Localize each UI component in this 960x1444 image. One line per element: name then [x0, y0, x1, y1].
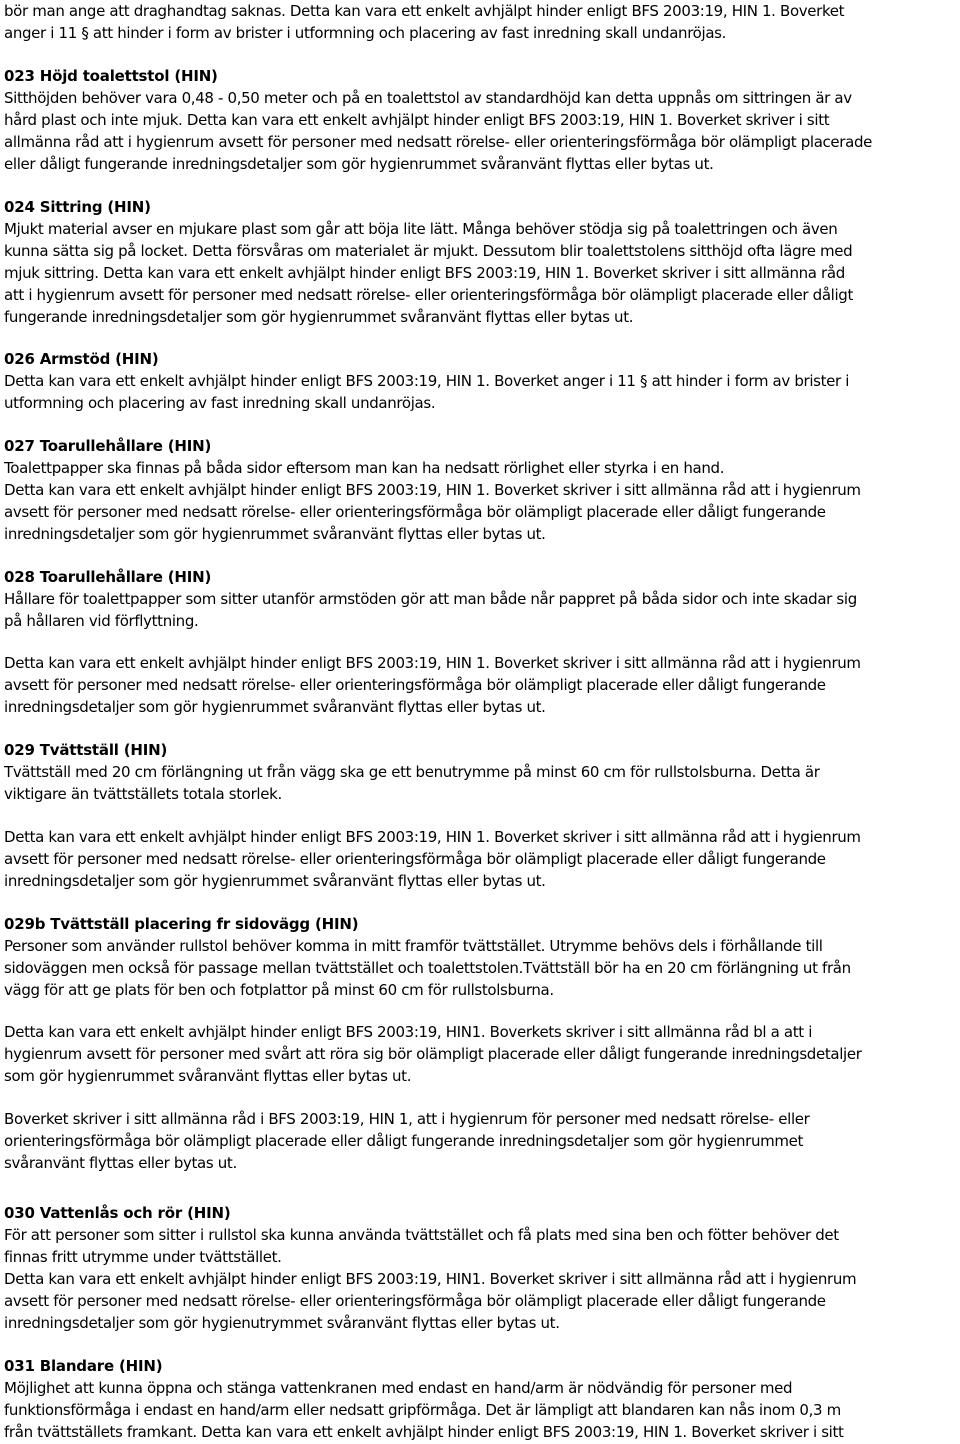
paragraph-line: avsett för personer med nedsatt rörelse- eller orienteringsförmåga bör olämpligt placerade eller dåligt fungerande [4, 503, 826, 521]
paragraph-line: hård plast och inte mjuk. Detta kan vara ett enkelt avhjälpt hinder enligt BFS 2003:19, HIN 1. Boverket skriver i sitt [4, 111, 830, 129]
paragraph-line: allmänna råd att i hygienrum avsett för personer med nedsatt rörelse- eller orienteringsförmåga bör olämpligt placerade [4, 133, 873, 151]
paragraph-line: avsett för personer med nedsatt rörelse- eller orienteringsförmåga bör olämpligt placerade eller dåligt fungerande [4, 676, 826, 694]
paragraph-line: inredningsdetaljer som gör hygienrummet svåranvänt flyttas eller bytas ut. [4, 698, 546, 716]
paragraph-line: vägg för att ge plats för ben och fotplattor på minst 60 cm för rullstolsburna. [4, 981, 554, 999]
paragraph-line: inredningsdetaljer som gör hygienrummet svåranvänt flyttas eller bytas ut. [4, 525, 546, 543]
paragraph-line: att i hygienrum avsett för personer med nedsatt rörelse- eller orienteringsförmåga bör olämpligt placerade eller dåligt [4, 286, 854, 304]
paragraph-line: inredningsdetaljer som gör hygienutrymmet svåranvänt flyttas eller bytas ut. [4, 1314, 560, 1332]
section-heading-029b: 029b Tvättställ placering fr sidovägg (HIN) [4, 915, 359, 933]
paragraph-line: från tvättställets framkant. Detta kan vara ett enkelt avhjälpt hinder enligt BFS 2003:19, HIN 1. Boverket skriver i sitt [4, 1423, 844, 1441]
section-heading-029: 029 Tvättställ (HIN) [4, 741, 168, 759]
section-heading-023: 023 Höjd toalettstol (HIN) [4, 67, 218, 85]
paragraph-line: inredningsdetaljer som gör hygienrummet svåranvänt flyttas eller bytas ut. [4, 872, 546, 890]
paragraph-line: Detta kan vara ett enkelt avhjälpt hinder enligt BFS 2003:19, HIN1. Boverket skriver i sitt allmänna råd att i hygienrum [4, 1270, 857, 1288]
section-heading-031: 031 Blandare (HIN) [4, 1357, 163, 1375]
section-heading-028: 028 Toarullehållare (HIN) [4, 568, 212, 586]
paragraph-line: Detta kan vara ett enkelt avhjälpt hinder enligt BFS 2003:19, HIN1. Boverkets skriver i sitt allmänna råd bl a att i [4, 1023, 813, 1041]
section-heading-027: 027 Toarullehållare (HIN) [4, 437, 212, 455]
intro-line: bör man ange att draghandtag saknas. Detta kan vara ett enkelt avhjälpt hinder enligt BFS 2003:19, HIN 1. Boverket [4, 2, 845, 20]
paragraph-line: utformning och placering av fast inredning skall undanröjas. [4, 394, 436, 412]
paragraph-line: Hållare för toalettpapper som sitter utanför armstöden gör att man både når pappret på båda sidor och inte skadar sig [4, 590, 857, 608]
paragraph-line: Detta kan vara ett enkelt avhjälpt hinder enligt BFS 2003:19, HIN 1. Boverket skriver i sitt allmänna råd att i hygienrum [4, 828, 861, 846]
paragraph-line: Sitthöjden behöver vara 0,48 - 0,50 meter och på en toalettstol av standardhöjd kan detta uppnås om sittringen är av [4, 89, 852, 107]
paragraph-line: För att personer som sitter i rullstol ska kunna använda tvättstället och få plats med sina ben och fötter behöver det [4, 1226, 839, 1244]
paragraph-line: avsett för personer med nedsatt rörelse- eller orienteringsförmåga bör olämpligt placerade eller dåligt fungerande [4, 1292, 826, 1310]
paragraph-line: mjuk sittring. Detta kan vara ett enkelt avhjälpt hinder enligt BFS 2003:19, HIN 1. Boverket skriver i sitt allmänna råd [4, 264, 845, 282]
section-heading-024: 024 Sittring (HIN) [4, 198, 151, 216]
intro-line: anger i 11 § att hinder i form av brister i utformning och placering av fast inredning skall undanröjas. [4, 24, 727, 42]
paragraph-line: hygienrum avsett för personer med svårt att röra sig bör olämpligt placerade eller dåligt fungerande inredningsdetaljer [4, 1045, 862, 1063]
section-heading-026: 026 Armstöd (HIN) [4, 350, 159, 368]
paragraph-line: Möjlighet att kunna öppna och stänga vattenkranen med endast en hand/arm är nödvändig för personer med [4, 1379, 793, 1397]
paragraph-line: Detta kan vara ett enkelt avhjälpt hinder enligt BFS 2003:19, HIN 1. Boverket anger i 11 § att hinder i form av brister i [4, 372, 850, 390]
paragraph-line: Detta kan vara ett enkelt avhjälpt hinder enligt BFS 2003:19, HIN 1. Boverket skriver i sitt allmänna råd att i hygienrum [4, 654, 861, 672]
paragraph-line: svåranvänt flyttas eller bytas ut. [4, 1154, 237, 1172]
paragraph-line: Toalettpapper ska finnas på båda sidor eftersom man kan ha nedsatt rörlighet eller styrka i en hand. [4, 459, 725, 477]
paragraph-line: Tvättställ med 20 cm förlängning ut från vägg ska ge ett benutrymme på minst 60 cm för rullstolsburna. Detta är [4, 763, 820, 781]
section-heading-030: 030 Vattenlås och rör (HIN) [4, 1204, 231, 1222]
paragraph-line: avsett för personer med nedsatt rörelse- eller orienteringsförmåga bör olämpligt placerade eller dåligt fungerande [4, 850, 826, 868]
paragraph-line: sidoväggen men också för passage mellan tvättstället och toalettstolen.Tvättställ bör ha en 20 cm förlängning ut från [4, 959, 851, 977]
paragraph-line: Boverket skriver i sitt allmänna råd i BFS 2003:19, HIN 1, att i hygienrum för personer med nedsatt rörelse- eller [4, 1110, 810, 1128]
paragraph-line: eller dåligt fungerande inredningsdetaljer som gör hygienrummet svåranvänt flyttas eller bytas ut. [4, 155, 714, 173]
paragraph-line: kunna sätta sig på locket. Detta försvåras om materialet är mjukt. Dessutom blir toalettstolens sitthöjd ofta lägre med [4, 242, 853, 260]
paragraph-line: Mjukt material avser en mjukare plast som går att böja lite lätt. Många behöver stödja sig på toalettringen och även [4, 220, 838, 238]
paragraph-line: fungerande inredningsdetaljer som gör hygienrummet svåranvänt flyttas eller bytas ut. [4, 308, 634, 326]
paragraph-line: Personer som använder rullstol behöver komma in mitt framför tvättstället. Utrymme behövs dels i förhållande till [4, 937, 823, 955]
paragraph-line: på hållaren vid förflyttning. [4, 612, 199, 630]
paragraph-line: funktionsförmåga i endast en hand/arm eller nedsatt gripförmåga. Det är lämpligt att blandaren kan nås inom 0,3 m [4, 1401, 841, 1419]
paragraph-line: viktigare än tvättställets totala storlek. [4, 785, 282, 803]
paragraph-line: som gör hygienrummet svåranvänt flyttas eller bytas ut. [4, 1067, 412, 1085]
paragraph-line: Detta kan vara ett enkelt avhjälpt hinder enligt BFS 2003:19, HIN 1. Boverket skriver i sitt allmänna råd att i hygienrum [4, 481, 861, 499]
paragraph-line: orienteringsförmåga bör olämpligt placerade eller dåligt fungerande inredningsdetaljer som gör hygienrummet [4, 1132, 804, 1150]
paragraph-line: finnas fritt utrymme under tvättstället. [4, 1248, 282, 1266]
